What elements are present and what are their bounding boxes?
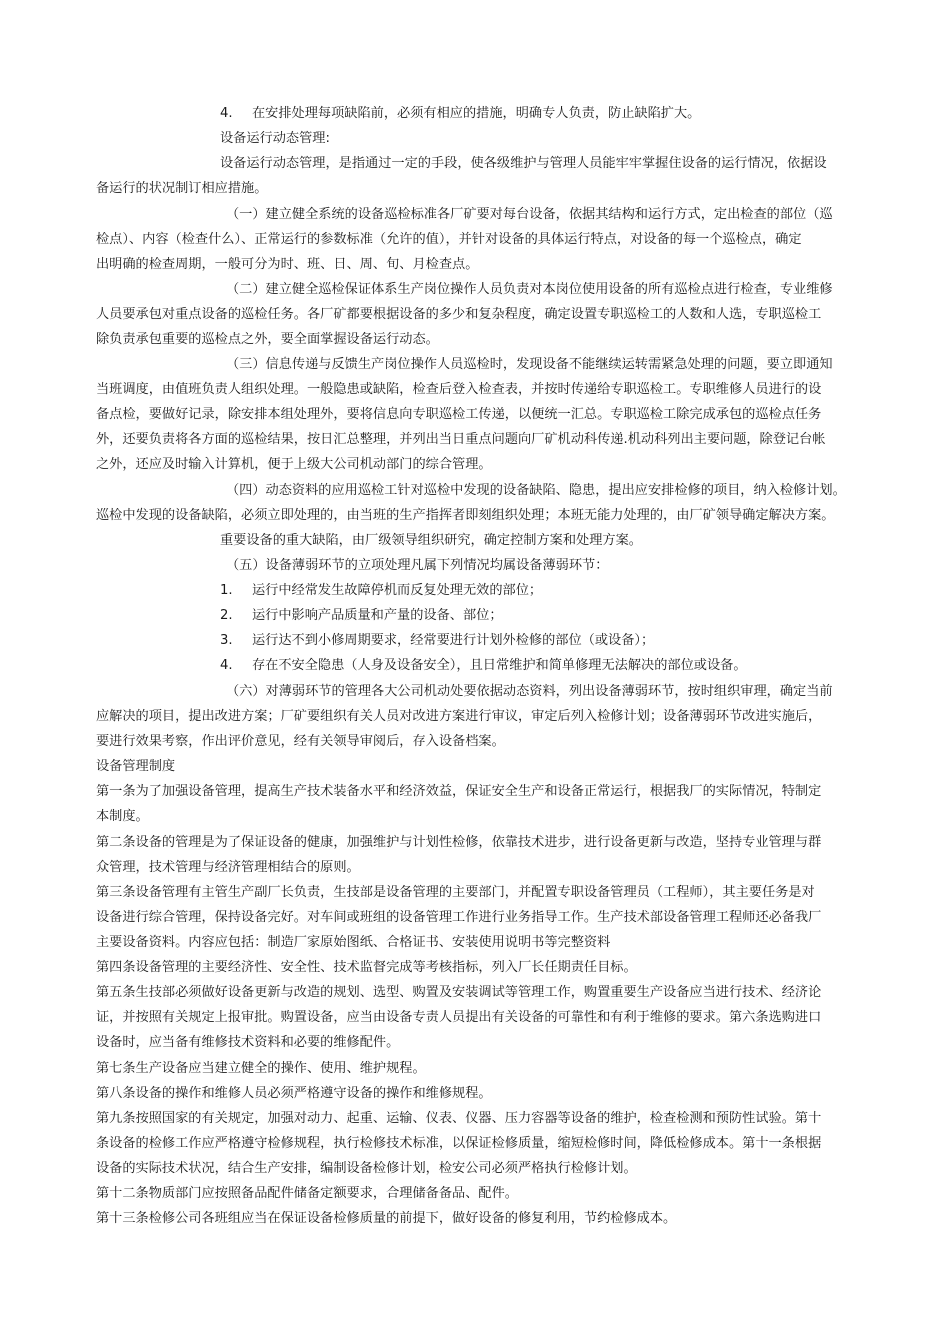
list-item-2 xyxy=(220,607,503,625)
paragraph-line: 人员要承包对重点设备的巡检任务。各厂矿都要根据设备的多少和复杂程度，确定设置专职巡检工的人数和人选，专职巡检工 xyxy=(96,307,822,322)
list-item-3 xyxy=(220,632,654,650)
list-text: 运行中经常发生故障停机而反复处理无效的部位； xyxy=(252,583,543,598)
list-number: 3. xyxy=(220,633,233,648)
paragraph-line: 出明确的检查周期，一般可分为时、班、日、周、旬、月检查点。 xyxy=(96,257,479,272)
article-line: 第一条为了加强设备管理，提高生产技术装备水平和经济效益，保证安全生产和设备正常运行，根据我厂的实际情况，特制定 xyxy=(96,784,822,799)
paragraph-line: 要进行效果考察，作出评价意见，经有关领导审阅后，存入设备档案。 xyxy=(96,734,505,749)
list-number: 2. xyxy=(220,608,233,623)
article-line: 证，并按照有关规定上报审批。购置设备，应当由设备专责人员提出有关设备的可靠性和有利于维修的要求。第六条选购进口 xyxy=(96,1010,822,1025)
list-number: 1. xyxy=(220,583,233,598)
article-line: 本制度。 xyxy=(96,809,149,824)
list-item-1 xyxy=(220,582,542,600)
article-line: 设备的实际技术状况，结合生产安排，编制设备检修计划，检安公司必须严格执行检修计划。 xyxy=(96,1161,637,1176)
list-text: 运行达不到小修周期要求，经常要进行计划外检修的部位（或设备）； xyxy=(252,633,655,648)
paragraph-line: （三）信息传递与反馈生产岗位操作人员巡检时，发现设备不能继续运转需紧急处理的问题，要立即通知 xyxy=(226,357,833,372)
paragraph-line: 应解决的项目，提出改进方案；厂矿要组织有关人员对改进方案进行审议，审定后列入检修计划；设备薄弱环节改进实施后， xyxy=(96,709,822,724)
paragraph-line: 检点）、内容（检查什么）、正常运行的参数标准（允许的值），并针对设备的具体运行特点，对设备的每一个巡检点，确定 xyxy=(96,232,802,247)
paragraph-line: （四）动态资料的应用巡检工针对巡检中发现的设备缺陷、隐患，提出应安排检修的项目，纳入检修计划。 xyxy=(226,483,846,498)
article-line: 第八条设备的操作和维修人员必须严格遵守设备的操作和维修规程。 xyxy=(96,1086,492,1101)
list-item-4b xyxy=(220,657,747,675)
list-text: 存在不安全隐患（人身及设备安全），且日常维护和简单修理无法解决的部位或设备。 xyxy=(252,658,747,673)
paragraph-line: 除负责承包重要的巡检点之外，要全面掌握设备运行动态。 xyxy=(96,332,439,347)
paragraph-line: （二）建立健全巡检保证体系生产岗位操作人员负责对本岗位使用设备的所有巡检点进行检查，专业维修 xyxy=(226,282,833,297)
article-line: 第九条按照国家的有关规定，加强对动力、起重、运输、仪表、仪器、压力容器等设备的维护，检查检测和预防性试验。第十 xyxy=(96,1111,822,1126)
article-line: 主要设备资料。内容应包括：制造厂家原始图纸、合格证书、安装使用说明书等完整资料 xyxy=(96,935,611,950)
article-line: 第二条设备的管理是为了保证设备的健康，加强维护与计划性检修，依靠技术进步，进行设备更新与改造，坚持专业管理与群 xyxy=(96,835,822,850)
list-number: 4. xyxy=(220,658,233,673)
list-number: 4. xyxy=(220,106,233,121)
paragraph-line: 重要设备的重大缺陷，由厂级领导组织研究，确定控制方案和处理方案。 xyxy=(220,533,642,548)
paragraph-line: 巡检中发现的设备缺陷，必须立即处理的，由当班的生产指挥者即刻组织处理；本班无能力处理的，由厂矿领导确定解决方案。 xyxy=(96,508,835,523)
paragraph-line: 外，还要负责将各方面的巡检结果，按日汇总整理，并列出当日重点问题向厂矿机动科传递.机动科列出主要问题，除登记台帐 xyxy=(96,432,826,447)
paragraph-line: 设备运行动态管理，是指通过一定的手段，使各级维护与管理人员能牢牢掌握住设备的运行情况，依据设 xyxy=(220,156,827,171)
article-line: 设备进行综合管理，保持设备完好。对车间或班组的设备管理工作进行业务指导工作。生产技术部设备管理工程师还必备我厂 xyxy=(96,910,822,925)
article-line: 第五条生技部必须做好设备更新与改造的规划、选型、购置及安装调试等管理工作，购置重要生产设备应当进行技术、经济论 xyxy=(96,985,822,1000)
article-line: 第十二条物质部门应按照备品配件储备定额要求，合理储备备品、配件。 xyxy=(96,1186,518,1201)
article-line: 第三条设备管理有主管生产副厂长负责，生技部是设备管理的主要部门，并配置专职设备管理员（工程师），其主要任务是对 xyxy=(96,885,815,900)
paragraph-line: 备点检，要做好记录，除安排本组处理外，要将信息向专职巡检工传递，以便统一汇总。专职巡检工除完成承包的巡检点任务 xyxy=(96,407,822,422)
article-line: 设备时，应当备有维修技术资料和必要的维修配件。 xyxy=(96,1035,400,1050)
paragraph-line: （一）建立健全系统的设备巡检标准各厂矿要对每台设备，依据其结构和运行方式，定出检查的部位（巡 xyxy=(226,207,833,222)
paragraph-line: （五）设备薄弱环节的立项处理凡属下列情况均属设备薄弱环节： xyxy=(226,558,609,573)
paragraph-line: 当班调度，由值班负责人组织处理。一般隐患或缺陷，检查后登入检查表，并按时传递给专职巡检工。专职维修人员进行的设 xyxy=(96,382,822,397)
article-line: 第七条生产设备应当建立健全的操作、使用、维护规程。 xyxy=(96,1061,426,1076)
section-heading: 设备运行动态管理: xyxy=(220,131,330,146)
paragraph-line: （六）对薄弱环节的管理各大公司机动处要依据动态资料，列出设备薄弱环节，按时组织审理，确定当前 xyxy=(226,684,833,699)
paragraph-line: 之外，还应及时输入计算机，便于上级大公司机动部门的综合管理。 xyxy=(96,457,492,472)
list-item-4 xyxy=(220,105,700,123)
article-line: 第四条设备管理的主要经济性、安全性、技术监督完成等考核指标，列入厂长任期责任目标。 xyxy=(96,960,637,975)
article-line: 第十三条检修公司各班组应当在保证设备检修质量的前提下，做好设备的修复利用，节约检修成本。 xyxy=(96,1211,677,1226)
list-text: 在安排处理每项缺陷前，必须有相应的措施，明确专人负责，防止缺陷扩大。 xyxy=(252,106,701,121)
article-line: 众管理，技术管理与经济管理相结合的原则。 xyxy=(96,860,360,875)
section-title: 设备管理制度 xyxy=(96,759,176,774)
article-line: 条设备的检修工作应严格遵守检修规程，执行检修技术标准，以保证检修质量，缩短检修时间，降低检修成本。第十一条根据 xyxy=(96,1136,822,1151)
paragraph-line: 备运行的状况制订相应措施。 xyxy=(96,181,268,196)
list-text: 运行中影响产品质量和产量的设备、部位； xyxy=(252,608,503,623)
